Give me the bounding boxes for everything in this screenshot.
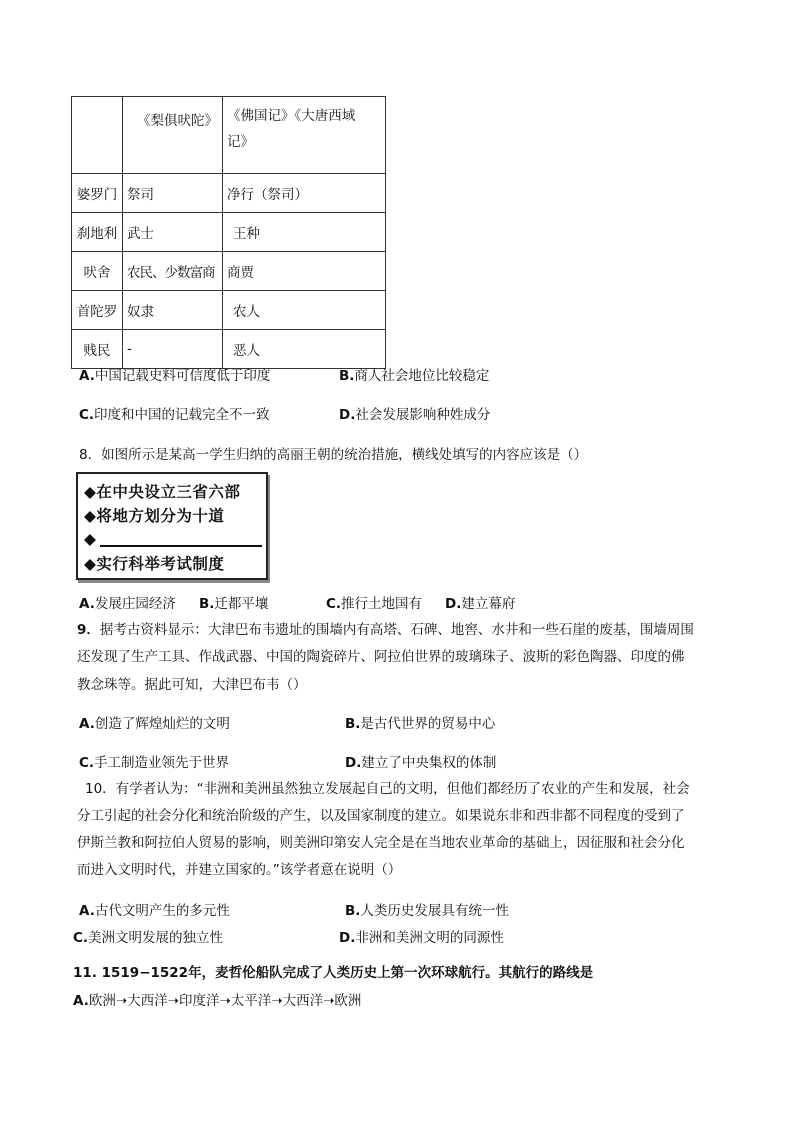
q10-line-3: 伊斯兰教和阿拉伯人贸易的影响，则美洲印第安人完全是在当地农业革命的基础上，因征服和社会分化 bbox=[77, 835, 685, 851]
table-cell: 农人 bbox=[223, 291, 386, 330]
table-cell: 恶人 bbox=[223, 330, 386, 369]
table-cell: 婆罗门 bbox=[72, 174, 123, 213]
table-cell: 刹地利 bbox=[72, 213, 123, 252]
table-cell: 农民、少数富商 bbox=[123, 252, 223, 291]
table-row bbox=[72, 174, 386, 213]
table-cell: 武士 bbox=[123, 213, 223, 252]
q7-option-d: D.社会发展影响种姓成分 bbox=[339, 407, 491, 423]
q10-option-d: D.非洲和美洲文明的同源性 bbox=[339, 930, 504, 946]
q10-option-a: A.古代文明产生的多元性 bbox=[79, 903, 230, 919]
q8-option-a: A.发展庄园经济 bbox=[79, 596, 176, 612]
table-cell: 商贾 bbox=[223, 252, 386, 291]
table-cell: 祭司 bbox=[123, 174, 223, 213]
q11-stem: 11. 1519−1522年，麦哲伦船队完成了人类历史上第一次环球航行。其航行的路线是 bbox=[73, 965, 594, 981]
q10-line-2: 分工引起的社会分化和统治阶级的产生，以及国家制度的建立。如果说东非和西非都不同程度的受到了 bbox=[77, 808, 685, 824]
table-cell: 奴隶 bbox=[123, 291, 223, 330]
measure-line-3: ◆ bbox=[84, 529, 97, 548]
q10-line-4: 而进入文明时代，并建立国家的。”该学者意在说明（） bbox=[77, 862, 402, 878]
q9-option-c: C.手工制造业领先于世界 bbox=[79, 755, 230, 771]
header-chinese-records-line1: 《佛国记》《大唐西域 bbox=[227, 108, 356, 124]
header-rigveda: 《梨俱吠陀》 bbox=[137, 113, 218, 129]
q9-line-1: 9．据考古资料显示：大津巴布韦遗址的围墙内有高塔、石碑、地窖、水井和一些石崖的废基，围墙周围 bbox=[77, 622, 694, 638]
q11-option-a: A.欧洲➝大西洋➝印度洋➝太平洋➝大西洋➝欧洲 bbox=[73, 993, 362, 1009]
table-row bbox=[72, 330, 386, 369]
q10-line-1: 10．有学者认为：“非洲和美洲虽然独立发展起自己的文明，但他们都经历了农业的产生和发展，社会 bbox=[85, 781, 690, 797]
table-header-row bbox=[72, 97, 386, 174]
q8-stem: 8．如图所示是某高一学生归纳的高丽王朝的统治措施，横线处填写的内容应该是（） bbox=[79, 447, 588, 463]
q7-option-c: C.印度和中国的记载完全不一致 bbox=[79, 407, 270, 423]
measure-line-4: ◆实行科举考试制度 bbox=[84, 554, 225, 573]
measure-line-2: ◆将地方划分为十道 bbox=[84, 506, 225, 525]
table-row bbox=[72, 252, 386, 291]
table-cell: 贱民 bbox=[72, 330, 123, 369]
table-row bbox=[72, 291, 386, 330]
table-cell: 净行（祭司） bbox=[223, 174, 386, 213]
table-cell: 首陀罗 bbox=[72, 291, 123, 330]
table-cell: - bbox=[123, 330, 223, 369]
table-row bbox=[72, 213, 386, 252]
q10-option-b: B.人类历史发展具有统一性 bbox=[345, 903, 509, 919]
measure-line-1: ◆在中央设立三省六部 bbox=[84, 482, 241, 501]
table-cell: 王种 bbox=[223, 213, 386, 252]
q9-option-d: D.建立了中央集权的体制 bbox=[345, 755, 497, 771]
q9-option-b: B.是古代世界的贸易中心 bbox=[345, 716, 496, 732]
q8-option-b: B.迁都平壤 bbox=[199, 596, 269, 612]
q8-measures-image bbox=[76, 472, 268, 580]
q9-line-3: 教念珠等。据此可知，大津巴布韦（） bbox=[77, 677, 307, 693]
q9-line-2: 还发现了生产工具、作战武器、中国的陶瓷碎片、阿拉伯世界的玻璃珠子、波斯的彩色陶器、印度的佛 bbox=[77, 649, 685, 665]
q8-option-d: D.建立幕府 bbox=[445, 596, 516, 612]
q7-option-b: B.商人社会地位比较稳定 bbox=[339, 368, 490, 384]
caste-comparison-table bbox=[71, 96, 386, 369]
table-header-cell bbox=[223, 97, 386, 174]
table-header-cell bbox=[123, 97, 223, 174]
table-cell: 吠舍 bbox=[72, 252, 123, 291]
table-header-cell bbox=[72, 97, 123, 174]
q8-option-c: C.推行土地国有 bbox=[326, 596, 423, 612]
header-chinese-records-line2: 记》 bbox=[227, 134, 254, 150]
fill-in-blank-line bbox=[100, 545, 262, 547]
q9-option-a: A.创造了辉煌灿烂的文明 bbox=[79, 716, 230, 732]
q10-option-c: C.美洲文明发展的独立性 bbox=[73, 930, 224, 946]
q7-option-a: A.中国记载史料可信度低于印度 bbox=[79, 368, 271, 384]
